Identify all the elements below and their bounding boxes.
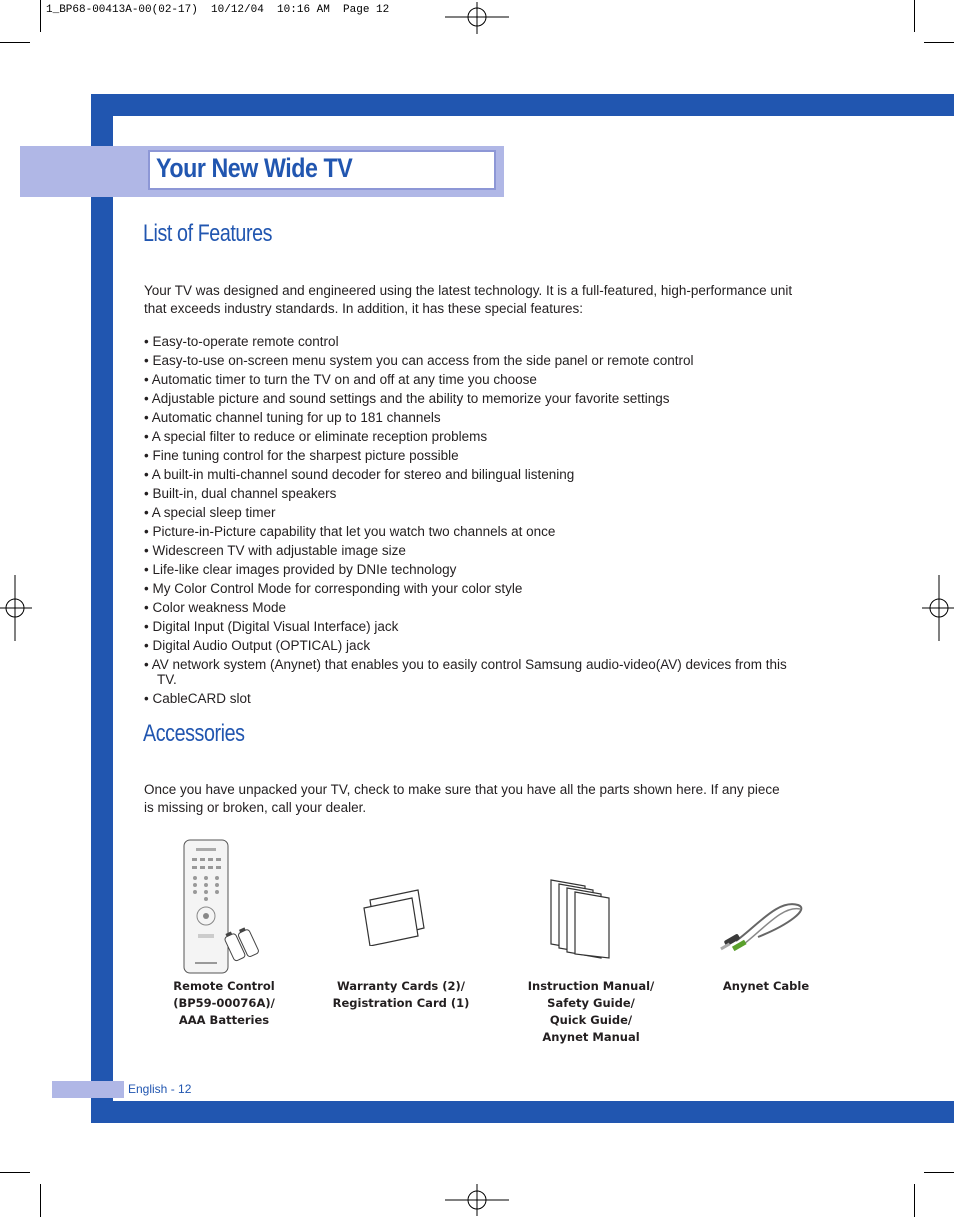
feature-item: • Easy-to-use on-screen menu system you can access from the side panel or remote control (144, 353, 694, 368)
frame-bottom-bar (91, 1101, 954, 1123)
registration-mark-icon (922, 575, 954, 641)
cable-icon (718, 895, 804, 959)
feature-item: • CableCARD slot (144, 691, 251, 706)
registration-mark-icon (445, 1180, 509, 1217)
feature-item: • Widescreen TV with adjustable image size (144, 543, 406, 558)
page-tab (52, 1081, 124, 1098)
registration-mark-icon (0, 575, 32, 641)
frame-top-bar (91, 94, 954, 116)
feature-item: • Color weakness Mode (144, 600, 287, 615)
features-heading: List of Features (143, 220, 273, 247)
feature-item: • Digital Audio Output (OPTICAL) jack (144, 638, 371, 653)
page-title: Your New Wide TV (156, 153, 353, 183)
crop-mark (40, 1184, 41, 1217)
accessory-label: Remote Control (BP59-00076A)/ AAA Batteries (173, 979, 275, 1027)
accessories-heading: Accessories (143, 720, 245, 747)
accessory-label: Instruction Manual/ Safety Guide/ Quick Guide/ Anynet Manual (527, 979, 655, 1044)
feature-item: • Built-in, dual channel speakers (144, 486, 337, 501)
crop-mark (0, 1172, 30, 1173)
feature-item: • My Color Control Mode for corresponding with your color style (144, 581, 523, 596)
feature-item: • Easy-to-operate remote control (144, 334, 339, 349)
feature-item: • Digital Input (Digital Visual Interface) jack (144, 619, 399, 634)
crop-mark (40, 0, 41, 32)
crop-mark (924, 1172, 954, 1173)
feature-item: • AV network system (Anynet) that enables you to easily control Samsung audio-video(AV) devices from this TV. (144, 657, 787, 687)
feature-list (144, 334, 804, 710)
feature-item: • Picture-in-Picture capability that let you watch two channels at once (144, 524, 556, 539)
crop-mark (924, 42, 954, 43)
accessory-label: Warranty Cards (2)/ Registration Card (1) (332, 979, 470, 1010)
accessory-label: Anynet Cable (722, 979, 810, 993)
print-slug: 1_BP68-00413A-00(02-17) 10/12/04 10:16 AM Page 12 (46, 4, 390, 16)
title-box (148, 150, 496, 190)
warranty-cards-icon (360, 888, 430, 946)
feature-item: • Adjustable picture and sound settings and the ability to memorize your favorite settings (144, 391, 670, 406)
feature-item: • Fine tuning control for the sharpest picture possible (144, 448, 459, 463)
page-number: English - 12 (128, 1082, 192, 1096)
feature-item: • Automatic timer to turn the TV on and off at any time you choose (144, 372, 537, 387)
feature-item: • Life-like clear images provided by DNIe technology (144, 562, 457, 577)
crop-mark (914, 1184, 915, 1217)
manuals-icon (545, 878, 617, 960)
frame-left-bar (91, 94, 113, 1123)
accessories-intro: Once you have unpacked your TV, check to make sure that you have all the parts shown here. If any piece is missing or broken, call your dealer. (144, 782, 780, 815)
crop-mark (914, 0, 915, 32)
feature-item: • A built-in multi-channel sound decoder for stereo and bilingual listening (144, 467, 575, 482)
feature-item: • A special filter to reduce or eliminate reception problems (144, 429, 488, 444)
registration-mark-icon (445, 0, 509, 36)
crop-mark (0, 42, 30, 43)
remote-control-icon (180, 838, 270, 976)
feature-item: • Automatic channel tuning for up to 181 channels (144, 410, 441, 425)
feature-item: • A special sleep timer (144, 505, 276, 520)
features-intro: Your TV was designed and engineered using the latest technology. It is a full-featured, high-performance unit that exceeds industry standards. In addition, it has these special features: (144, 283, 793, 316)
